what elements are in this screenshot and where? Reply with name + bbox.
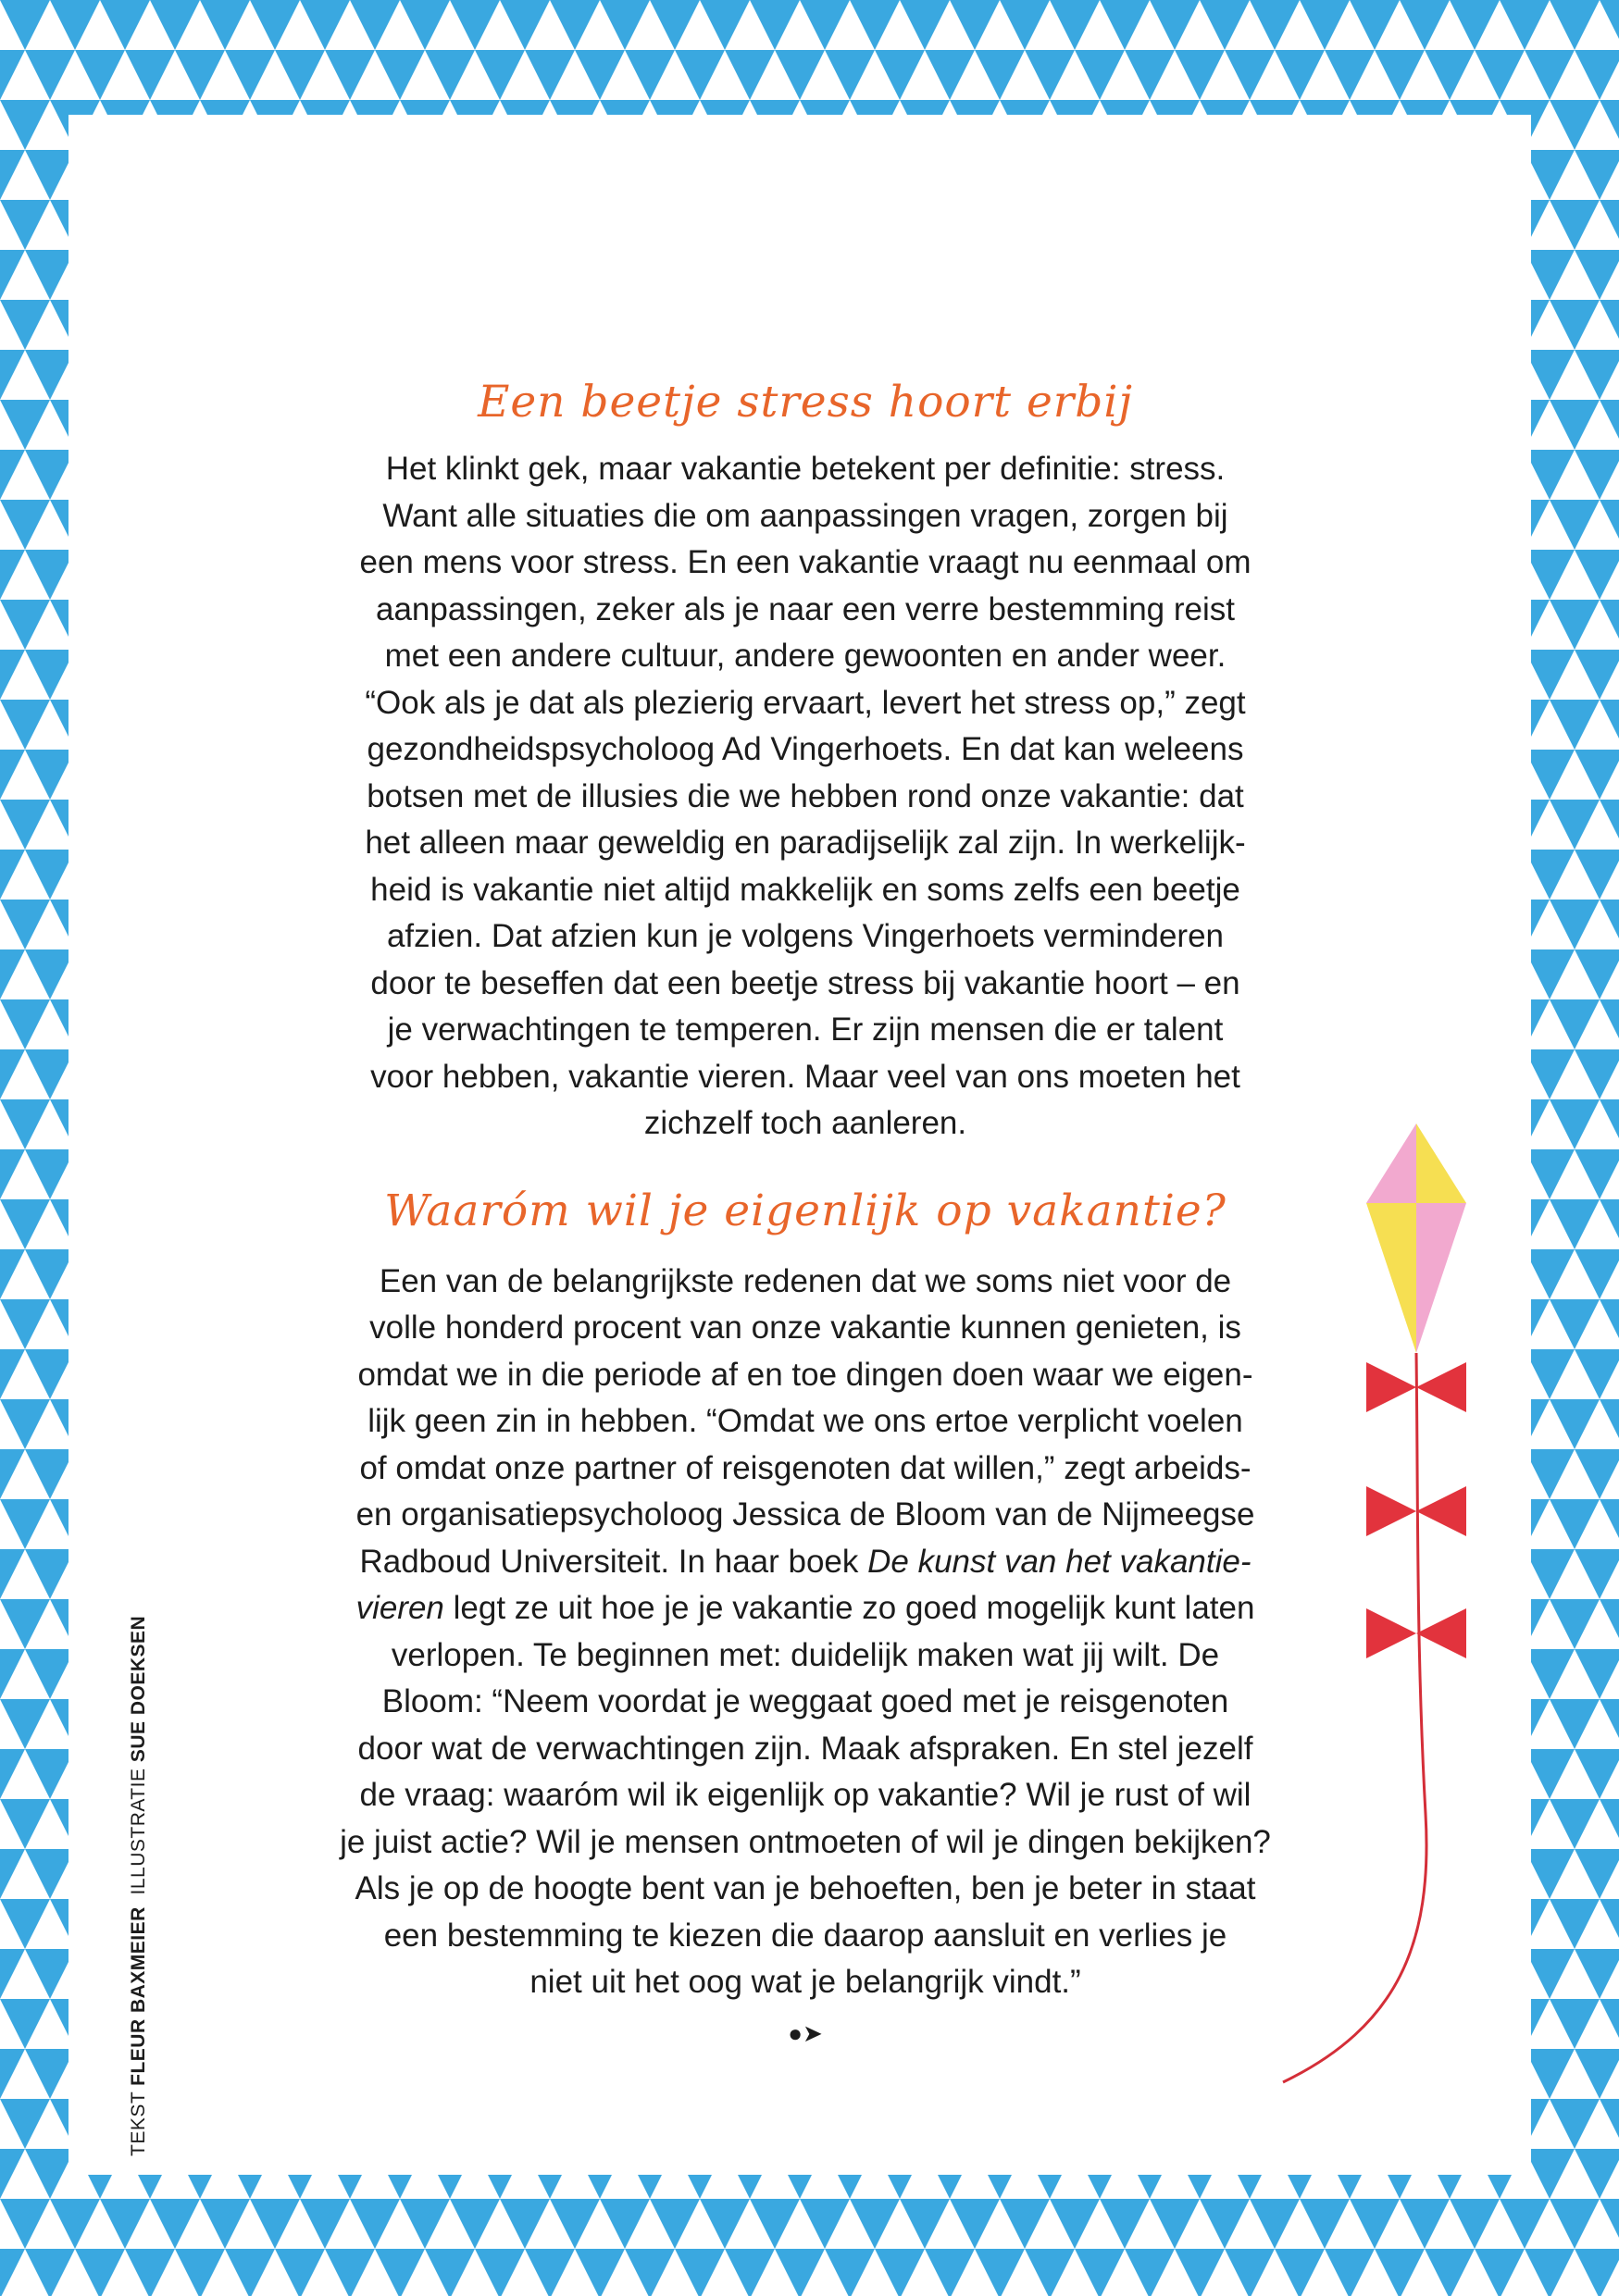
heading-waarom: Waaróm wil je eigenlijk op vakantie? (384, 1185, 1227, 1236)
text-line-book: Radboud Universiteit. In haar boek De kunst van het vakantie- (359, 1543, 1252, 1580)
text-line: gezondheidspsycholoog Ad Vingerhoets. En dat kan weleens (367, 731, 1244, 767)
text-line: verlopen. Te beginnen met: duidelijk maken wat jij wilt. De (391, 1636, 1220, 1673)
credit-text-author: FLEUR BAXMEIER (128, 1906, 149, 2086)
text-line: Het klinkt gek, maar vakantie betekent per definitie: stress. (385, 451, 1226, 487)
text-line: Want alle situaties die om aanpassingen vragen, zorgen bij (382, 497, 1228, 534)
text-line: Een van de belangrijkste redenen dat we soms niet voor de (379, 1262, 1232, 1299)
text-line: voor hebben, vakantie vieren. Maar veel van ons moeten het (370, 1058, 1240, 1095)
book-title-part1: De kunst van het vakantie- (867, 1543, 1252, 1580)
credit-text-label: TEKST (128, 2091, 149, 2156)
text-line: niet uit het oog wat je belangrijk vindt.” (529, 1964, 1081, 2000)
credit-illustration-author: SUE DOEKSEN (128, 1615, 149, 1763)
kite-illustration (1268, 1111, 1546, 2091)
text-line: of omdat onze partner of reisgenoten dat willen,” zegt arbeids- (359, 1449, 1252, 1486)
text-line: lijk geen zin in hebben. “Omdat we ons ertoe verplicht voelen (367, 1403, 1243, 1439)
text-line: omdat we in die periode af en toe dingen doen waar we eigen- (357, 1356, 1253, 1393)
text-line: aanpassingen, zeker als je naar een verre bestemming reist (376, 590, 1235, 627)
article (296, 370, 1314, 2047)
book-title-part2: vieren (355, 1590, 444, 1626)
text-line: zichzelf toch aanleren. (643, 1105, 967, 1141)
text-line: het alleen maar geweldig en paradijselijk zal zijn. In werkelijk- (365, 825, 1246, 861)
text-line: je verwachtingen te temperen. Er zijn mensen die er talent (387, 1011, 1224, 1048)
text-line: volle honderd procent van onze vakantie kunnen genieten, is (369, 1309, 1241, 1346)
text-line: de vraag: waaróm wil ik eigenlijk op vakantie? Wil je rust of wil (359, 1777, 1252, 1813)
text-line: met een andere cultuur, andere gewoonten en ander weer. (384, 638, 1227, 674)
kite-body (1366, 1123, 1466, 1353)
arrow-end-icon: ●➤ (788, 2018, 823, 2047)
text-line: en organisatiepsycholoog Jessica de Bloom van de Nijmeegse (355, 1496, 1255, 1533)
kite-string (1283, 1353, 1426, 2082)
credits (128, 1616, 150, 2156)
text-line: afzien. Dat afzien kun je volgens Vingerhoets verminderen (386, 918, 1225, 954)
paragraph-waarom (296, 1259, 1314, 2006)
text-line: een mens voor stress. En een vakantie vraagt nu eenmaal om (359, 544, 1252, 580)
text-line: je juist actie? Wil je mensen ontmoeten of wil je dingen bekijken? (340, 1823, 1271, 1860)
text-line: “Ook als je dat als plezierig ervaart, levert het stress op,” zegt (365, 684, 1246, 721)
paragraph-stress (296, 446, 1314, 1148)
text-line: Als je op de hoogte bent van je behoeften, ben je beter in staat (355, 1870, 1256, 1906)
text-line: botsen met de illusies die we hebben rond onze vakantie: dat (367, 777, 1244, 814)
kite-bow-3 (1366, 1608, 1466, 1658)
text-line-book-cont: vieren legt ze uit hoe je je vakantie zo goed mogelijk kunt laten (355, 1590, 1255, 1626)
heading-stress: Een beetje stress hoort erbij (478, 377, 1133, 428)
text-line: Bloom: “Neem voordat je weggaat goed met je reisgenoten (381, 1683, 1229, 1719)
text-line: door wat de verwachtingen zijn. Maak afspraken. En stel jezelf (357, 1730, 1253, 1767)
credit-illustration-label: ILLUSTRATIE (128, 1768, 149, 1895)
text-line: heid is vakantie niet altijd makkelijk en soms zelfs een beetje (370, 871, 1240, 908)
text-line: door te beseffen dat een beetje stress bij vakantie hoort – en (370, 964, 1240, 1001)
text-line: een bestemming te kiezen die daarop aansluit en verlies je (383, 1917, 1227, 1954)
